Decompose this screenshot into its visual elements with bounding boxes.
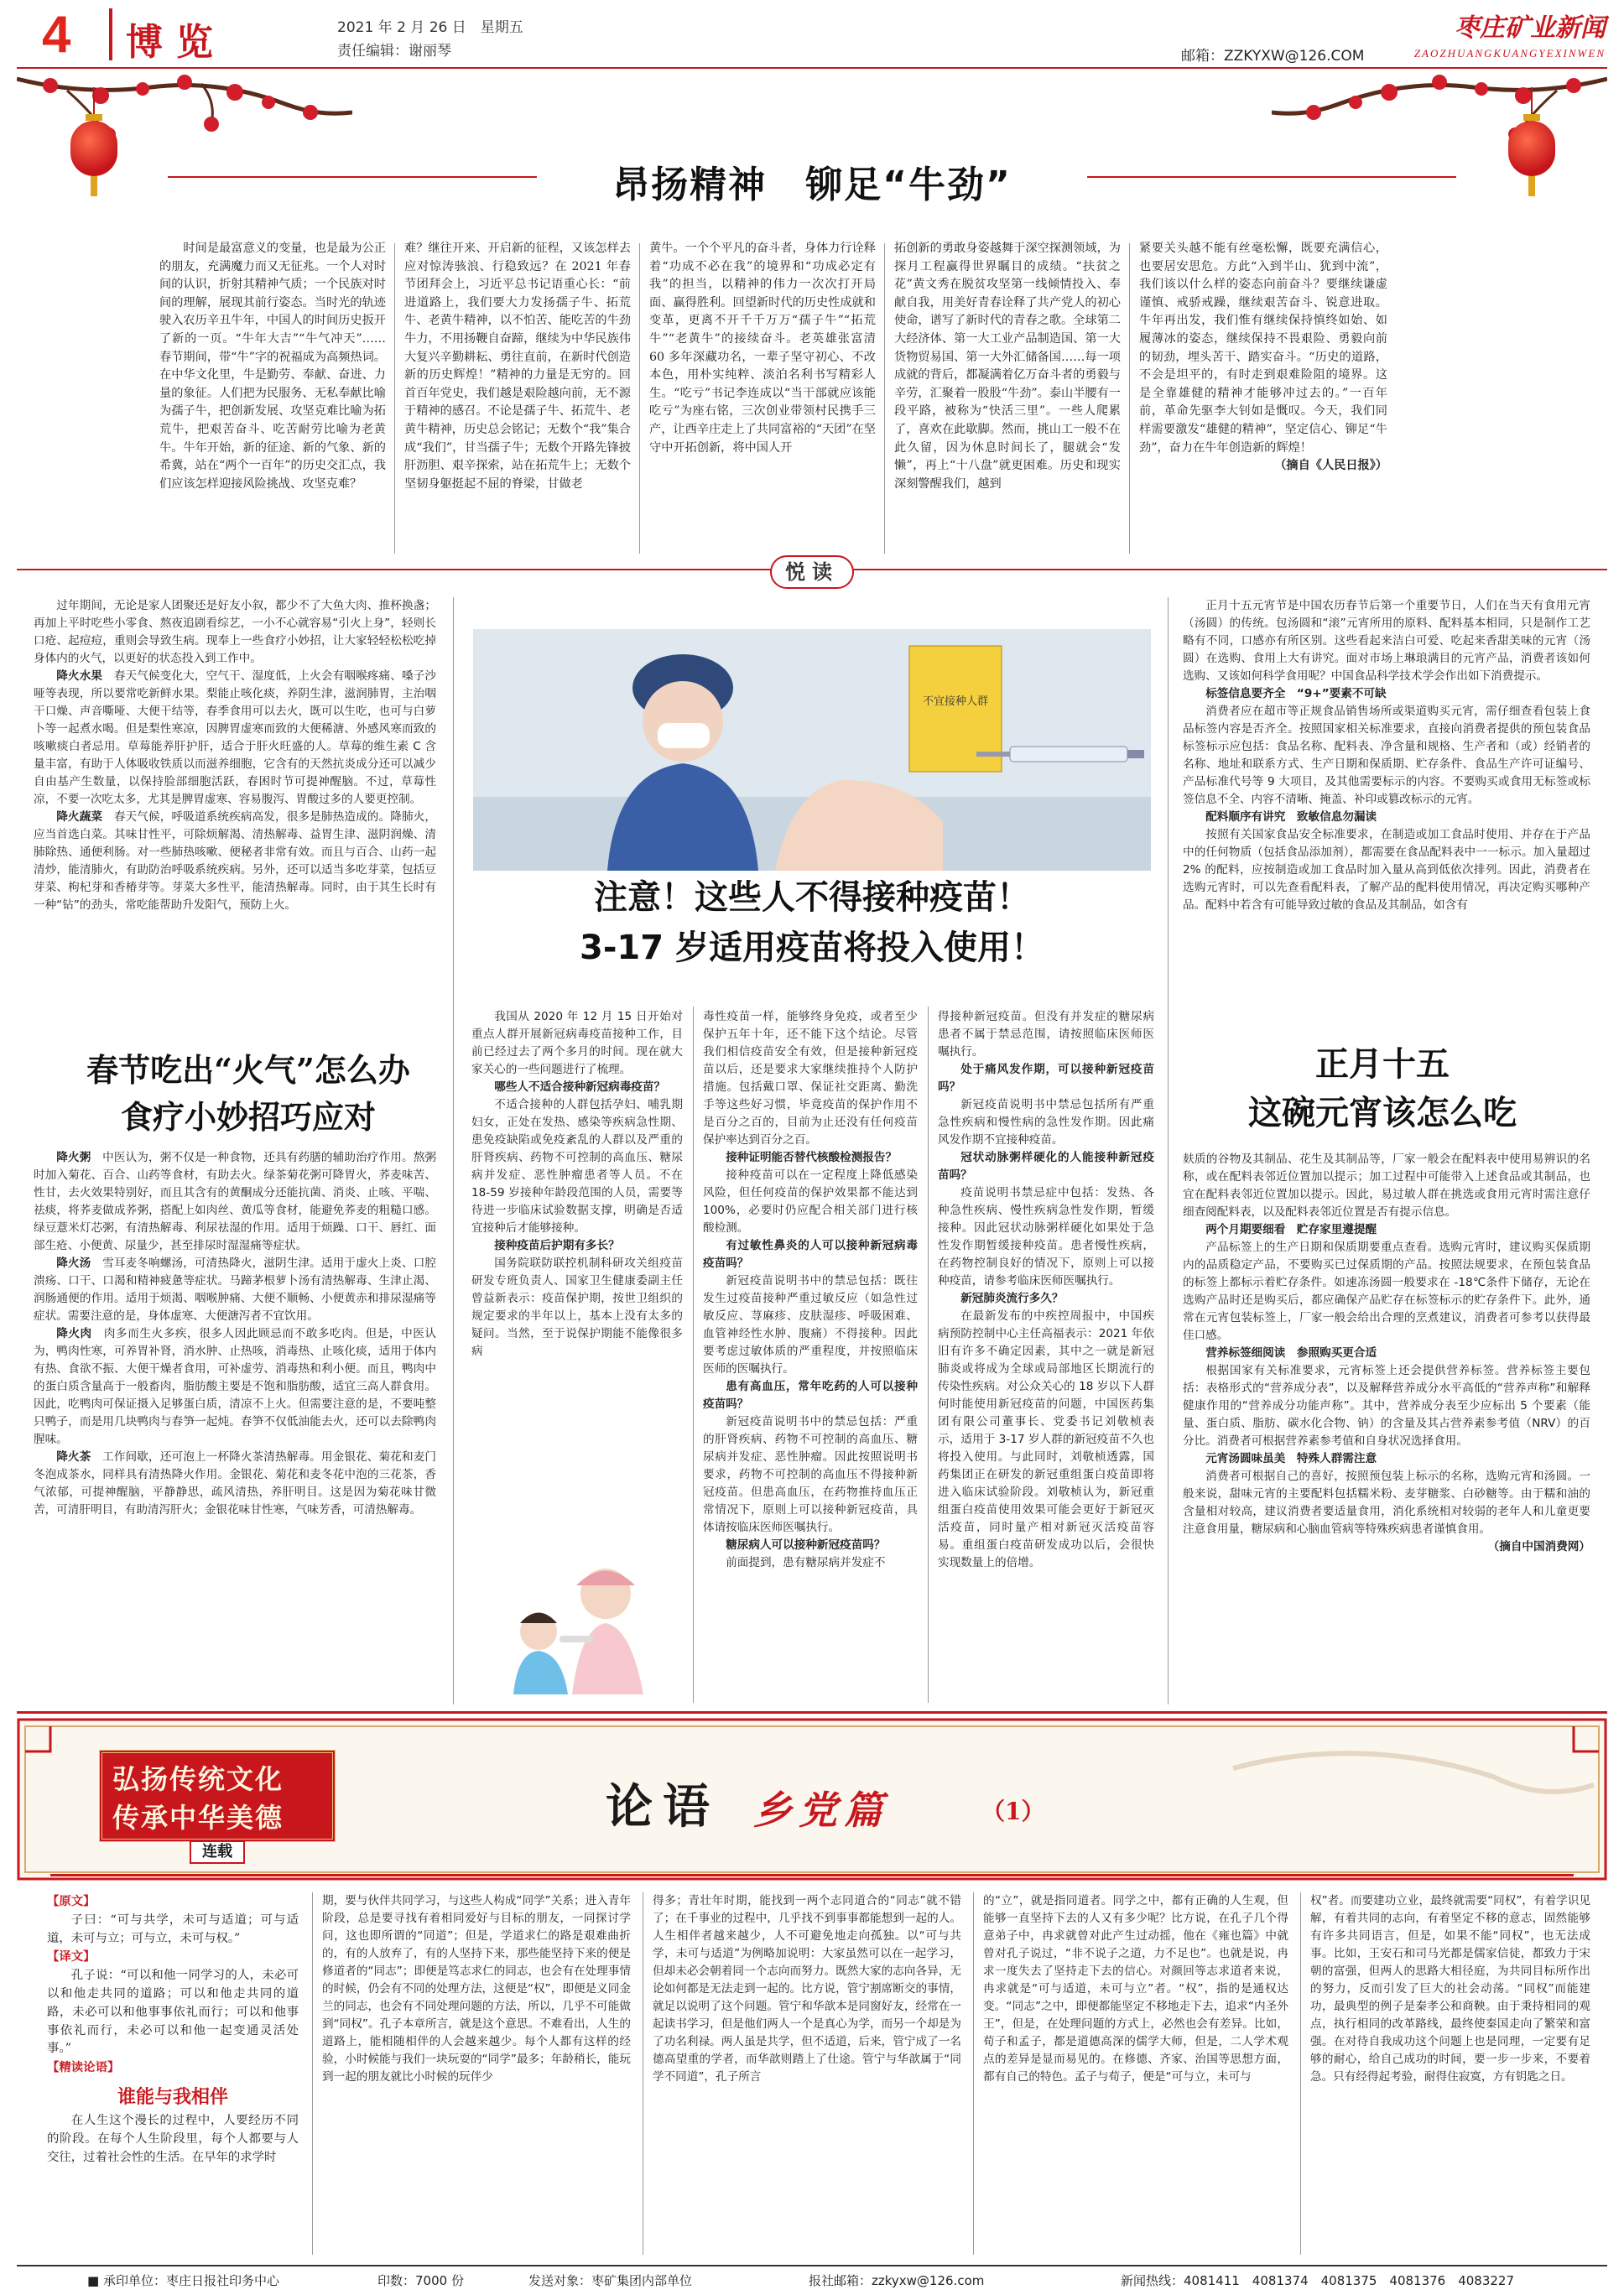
column-rule (693, 1007, 694, 1703)
page-number: 4 (42, 6, 71, 64)
vaccine-col3 (938, 1008, 1154, 1703)
paragraph (34, 809, 436, 914)
part-number: （1） (981, 1798, 1045, 1825)
lunyu-col3 (653, 1892, 961, 2258)
subheading: 降火汤 (56, 1257, 91, 1270)
section-tag: 【精读论语】 (47, 2060, 120, 2075)
paragraph: 毒性疫苗一样，能够终身免疫，或者至少保护五年十年，还不能下这个结论。尽管我们相信疫苗安全有效，但是接种新冠疫苗以后，还是要求大家继续推持个人防护措施。包括戴口罩、保证社交距离、勤洗手等这些好习惯，毕竟疫苗的保护作用不是百分之百的，目前为止还没有任何疫苗保护率达到百分之百。 (703, 1010, 918, 1147)
lunyu-title: 论语 (606, 1779, 720, 1834)
vaccination-photo-illustration (473, 629, 1151, 871)
paragraph: 产品标签上的生产日期和保质期要重点查看。选购元宵时，建议购买保质期内的品质稳定产品，不要购买已过保质期的产品。按照法规要求，在预包装食品的标签上都标示着贮存条件。如速冻汤圆一般要求在 -18℃条件下储存，无论在选购产品时还是购买后，都应确保产品贮存在标签标示的贮存条件下。此外，通常在元宵包装标签上，厂家一般会给出合理的烹煮建议，消费者可参考以获得最佳口感。 (1183, 1241, 1590, 1342)
question: 有过敏性鼻炎的人可以接种新冠病毒疫苗吗？ (703, 1239, 918, 1270)
paragraph-text: 春天气候变化大，空气干、湿度低，上火会有咽喉疼痛、嗓子沙哑等表现，所以要常吃新鲜水果。梨能止咳化痰，养阴生津，滋润肺胃，主治咽干口燥、声音嘶哑、大便干结等，春季食用可以去火，既可以生吃，也可与白萝卜等一起煮水喝。但是梨性寒凉，因脾胃虚寒而致的大便稀溏、外感风寒而致的咳嗽痰白者忌用。草莓能养肝护肝，适合于肝火旺盛的人。草莓的维生素 C 含量丰富，有助于人体吸收铁质以而滋养细胞，它含有的天然抗炎成分还可以减少自由基产生数量，以保持脸部细胞活跃，春困时节可提神醒脑。不过，草莓性凉，不要一次吃太多，尤其是脾胃虚寒、容易腹泻、胃酸过多的人要更控制。 (34, 669, 436, 806)
left-article-headline (72, 1047, 424, 1141)
answer: 接种疫苗可以在一定程度上降低感染风险，但任何疫苗的保护效果都不能达到 100%，必要时仍应配合相关部门进行核酸检测。 (703, 1168, 918, 1235)
headline-line: 正月十五 (1315, 1044, 1450, 1084)
column-rule (639, 243, 640, 554)
paragraph: 难？继往开来、开启新的征程，又该怎样去应对惊涛骇浪、行稳致远？在 2021 年春节团拜会上，习近平总书记语重心长：“前进道路上，我们要大力发扬孺子牛、拓荒牛、老黄牛精神，以不怕苦、能吃苦的牛劲牛力，不用扬鞭自奋蹄，继续为中华民族伟大复兴辛勤耕耘、勇往直前，在新时代创造新的历史辉煌！”精神的力量是无穷的。回首百年党史，我们越是艰险越向前，无不源于精神的感召。不论是孺子牛、拓荒牛、老黄牛精神，历史总会铭记；无数个“我”集合成“我们”，甘当孺子牛；无数个开路先锋披肝沥胆、艰辛探索，站在拓荒牛上；无数个坚韧身躯挺起不屈的脊梁，甘做老 (404, 242, 631, 491)
answer: 新冠疫苗说明书中的禁忌包括：严重的肝肾疾病、药物不可控制的高血压、糖尿病并发症、恶性肿瘤。因此按照说明书要求，药物不可控制的高血压不得接种新冠疫苗。但患高血压，在药物推持血压正常情况下，原则上可以接种新冠疫苗，具体请按临床医师医嘱执行。 (703, 1415, 918, 1534)
top-article-col1 (159, 240, 386, 552)
paper-pinyin: ZAOZHUANGKUANGYEXINWEN (1413, 47, 1606, 60)
essay-title: 谁能与我相伴 (117, 2086, 228, 2108)
footer-distributor: 发送对象：枣矿集团内部单位 (528, 2273, 693, 2288)
top-banner (0, 70, 1624, 238)
vaccination-photo (473, 629, 1151, 871)
title-rule-right (1087, 176, 1456, 178)
header-email: 邮箱：ZZKYXW@126.COM (1181, 48, 1365, 65)
right-article-bottom (1183, 1151, 1590, 1704)
subheading: 降火肉 (56, 1327, 92, 1340)
paragraph: 按照有关国家食品安全标准要求，在制造或加工食品时使用、并存在于产品中的任何物质（包括食品添加剂），都需要在食品配料表中一一标示。加入量超过 2% 的配料，应按制造或加工食品时加入量从高到低依次排列。因此，消费者在选购元宵时，可以先查看配料表，了解产品的配料使用情况，再决定购买哪种产品。配料中若含有可能导致过敏的食品及其制品，如含有 (1183, 828, 1590, 912)
answer: 不适合接种的人群包括孕妇、哺乳期妇女，正处在发热、感染等疾病急性期、患免疫缺陷或免疫紊乱的人群以及严重的肝肾疾病、药物不可控制的高血压、糖尿病并发症、恶性肿瘤患者等人员。不在 18-59 岁接种年龄段范围的人员，需要等待进一步临床试验数据支撑，明确是否适宜接种后才能够接种。 (471, 1098, 683, 1235)
paragraph (34, 1149, 436, 1255)
footer-printer: ■ 承印单位：枣庄日报社印务中心 (87, 2273, 279, 2288)
paragraph: 过年期间，无论是家人团聚还是好友小叙，都少不了大鱼大肉、推杯换盏；再加上平时吃些小零食、熬夜追剧看综艺，一小不心就容易“引火上身”，轻则长口疮、起痘痘，重则会导致生病。现奉上一些食疗小妙招，让大家轻轻松松吃掉身体内的火气，以更好的状态投入到工作中。 (34, 599, 436, 665)
paragraph: 消费者应在超市等正规食品销售场所或渠道购买元宵，需仔细查看包装上食品标签内容是否齐全。按照国家相关标准要求，直接向消费者提供的预包装食品标签标示应包括：食品名称、配料表、净含量和规格、生产者和（或）经销者的名称、地址和联系方式、生产日期和保质期、贮存条件、食品生产许可证编号、产品标准代号等 9 大项目，及其他需要标示的内容。不要购买或食用无标签或标签信息不全、内容不清晰、掩盖、补印或篡改标示的元宵。 (1183, 705, 1590, 806)
right-article-headline (1206, 1040, 1559, 1137)
question: 糖尿病人可以接种新冠疫苗吗？ (726, 1538, 886, 1552)
subheading: 元宵汤圆味虽美 特殊人群需注意 (1205, 1452, 1377, 1465)
question: 哪些人不适合接种新冠病毒疫苗？ (494, 1080, 666, 1094)
subheading: 降火水果 (56, 669, 103, 683)
subheading: 降火蔬菜 (56, 810, 103, 824)
column-rule (1168, 597, 1169, 1704)
paragraph-text: 雪耳麦冬响螺汤，可清热降火，滋阴生津。适用于虚火上炎、口腔溃疡、口干、口渴和精神疲惫等症状。马蹄茅根萝卜汤有清热解毒、生津止渴、润肠通便的作用。适用于烦渴、咽喉肿痛、大便不顺畅、小便黄赤和排尿湿痛等症状。需要注意的是，身体虚寒、大便溏泻者不宜饮用。 (34, 1257, 436, 1323)
footer-copies: 印数：7000 份 (377, 2273, 464, 2288)
paragraph-text: 肉多而生火多疾，很多人因此顾忌而不敢多吃肉。但是，中医认为，鸭肉性寒，可养胃补肾，消水肿、止热咳，消毒热、止咳化痰，适用于体内有热、食欲不振、大便干燥者食用，可补虚劳、消毒热和利小便。而且，鸭肉中的蛋白质含量高于一般畜肉，脂肪酸主要是不饱和脂肪酸，适宜三高人群食用。因此，吃鸭肉可保证摄入足够蛋白质，清凉不上火。但需要注意的是，不要吨整只鸭子，而是用几块鸭肉与春笋一起炖。春笋不仅低油能去火，还可以去除鸭肉腥味。 (34, 1327, 436, 1446)
left-article-top (34, 597, 436, 1033)
chapter-title: 乡党篇 (753, 1788, 889, 1833)
column-rule (394, 243, 395, 554)
paragraph: 我国从 2020 年 12 月 15 日开始对重点人群开展新冠病毒疫苗接种工作，目前已经过去了两个多月的时间。现在就大家关心的一些问题进行了梳理。 (471, 1010, 683, 1076)
poster-text: 不宜接种人群 (922, 695, 989, 708)
headline-line: 春节吃出“火气”怎么办 (86, 1051, 410, 1089)
subheading: 营养标签细阅读 参照购买更合适 (1205, 1346, 1377, 1360)
original-text: 子曰：“可与共学，未可与适道；可与适道，未可与立；可与立，未可与权。” (47, 1912, 299, 1945)
question: 冠状动脉粥样硬化的人能接种新冠疫苗吗？ (938, 1151, 1154, 1182)
subheading: 降火茶 (56, 1450, 91, 1464)
editor-credit: 责任编辑：谢丽琴 (337, 43, 451, 60)
paragraph: 紧要关头越不能有丝毫松懈，既要充满信心，也要居安思危。方此“入到半山、犹到中流”，我们该以什么样的姿态向前奋斗？要继续谦虚谨慎、戒骄戒躁，继续艰苦奋斗、锐意进取。牛年再出发，我们惟有继续保持慎终如始、如履薄冰的姿态，继续保持不畏艰险、勇毅向前的韧劲，埋头苦干、踏实奋斗。“历史的道路，不会是坦平的，有时走到艰难险阻的境界。这是全靠雄健的精神才能够冲过去的。”一百年前，革命先驱李大钊如是慨叹。今天，我们同样需要激发“雄健的精神”，坚定信心、铆足“牛劲”，奋力在牛年创造新的辉煌！ (1139, 242, 1387, 455)
vaccination-cartoon (480, 1543, 673, 1694)
paragraph: 得接种新冠疫苗。但没有并发症的糖尿病患者不属于禁忌范围，请按照临床医师医嘱执行。 (938, 1010, 1154, 1059)
subheading: 两个月期要细看 贮存家里遵提醒 (1205, 1223, 1377, 1236)
headline-line: 食疗小妙招巧应对 (120, 1098, 376, 1136)
left-article-bottom (34, 1149, 436, 1703)
subheading: 标签信息要齐全 “9+”要素不可缺 (1205, 687, 1387, 700)
top-article-col2 (404, 240, 631, 552)
answer: 在最新发布的中疾控周报中，中国疾病预防控制中心主任高福表示：2021 年依旧有许多不确定因素，其中之一就是新冠肺炎或将成为全球或局部地区长期流行的传染性疾病。对公众关心的 18 岁以下人群何时能使用新冠疫苗的问题，中国医药集团有限公司董事长、党委书记刘敬桢表示，适用于 3-17 岁人群的新冠疫苗不久也将投入使用。与此同时，刘敬桢透露，国药集团正在研发的新冠重组蛋白疫苗即将进入临床试验阶段。刘敬桢认为，新冠重组蛋白疫苗使用效果可能会更好于新冠灭活疫苗，同时量产相对新冠灭活疫苗容易。重组蛋白疫苗研发成功以后，会很快实现数量上的倍增。 (938, 1309, 1154, 1569)
answer: 疫苗说明书禁忌症中包括：发热、各种急性疾病、慢性疾病急性发作期，暂缓接种。因此冠状动脉粥样硬化如果处于急性发作期暂缓接种疫苗。患者慢性疾病，在药物控制良好的情况下，原则上可以接种疫苗，请参考临床医师医嘱执行。 (938, 1186, 1154, 1288)
subheading: 降火粥 (56, 1151, 91, 1164)
lunyu-col5 (1310, 1892, 1590, 2258)
paragraph-text: 中医认为，粥不仅是一种食物，还具有药膳的辅助治疗作用。熬粥时加入菊花、百合、山药等食材，有助去火。绿茶菊花粥可降胃火，荞麦味苦、性甘，去火效果特别好，而且其含有的黄酮成分还能抗菌、消炎、止咳、平喘、祛痰，将荞麦做成荞粥，搭配上如肉丝、黄瓜等食材，能避免荞麦的粗糙口感。绿豆薏米灯芯粥，有清热解毒、利尿祛湿的作用。适用于烦躁、口干、唇红、面部生疮、小便黄、尿量少，甚至排尿时湿湿痛等症状。 (34, 1151, 436, 1252)
issue-date: 2021 年 2 月 26 日 星期五 (337, 19, 523, 36)
top-article-col4 (894, 240, 1121, 552)
section-badge-yuedu: 悦读 (770, 555, 854, 589)
headline-line: 注意！这些人不得接种疫苗！ (594, 878, 1030, 917)
article-source: （摘自《人民日报》） (1274, 459, 1387, 473)
paragraph: 权”者。而要建功立业，最终就需要“同权”，有着学识见解，有着共同的志向，有着坚定不移的意志，固然能够有许多共同语言，但是，如果不能“同权”，也无法成事。比如，王安石和司马光都是儒家信徒，都致力于宋朝的富强，但两人的思路大相径庭，为共同目标所作出的努力，反而引发了巨大的社会动荡。“同权”而能建功，最典型的例子是秦孝公和商鞅。由于秉持相同的观点，执行相同的改革路线，最终使秦国走向了繁荣和富强。在对待自我成功这个问题上也是同理，一定要有足够的耐心，给自己成功的时间，要一步一步来，不要着急。只有经得起考验，耐得住寂寞，方有钥匙之日。 (1310, 1894, 1590, 2084)
vaccine-col1 (471, 1008, 683, 1538)
article-source: （摘自中国消费网） (1487, 1540, 1590, 1553)
banner-line: 传承中华美德 (112, 1802, 284, 1834)
serial-label: 连载 (190, 1840, 245, 1864)
vaccine-col2 (703, 1008, 918, 1703)
subheading: 配料顺序有讲究 致敏信息勿漏读 (1205, 810, 1377, 824)
column-rule (312, 1892, 313, 2255)
footer-rule (17, 2265, 1607, 2266)
paragraph: 时间是最富意义的变量，也是最为公正的朋友，充满魔力而又无征兆。一个人对时间的认识，折射其精神气质；一个民族对时间的理解，展现其前行姿态。当时光的轨迹驶入农历辛丑牛年，中国人的时间历史扳开了新的一页。“牛年大吉”“牛气冲天”……春节期间，带“牛”字的祝福成为高频热词。在中华文化里，牛是勤劳、奉献、奋进、力量的象征。人们把为民服务、无私奉献比喻为孺子牛，把创新发展、攻坚克难比喻为拓荒牛，把艰苦奋斗、吃苦耐劳比喻为老黄牛。牛年开始，新的征途、新的气象、新的希冀，站在“两个一百年”的历史交汇点，我们应该怎样迎接风险挑战、攻坚克难？ (159, 242, 386, 491)
section-tag: 【原文】 (47, 1894, 96, 1908)
question: 接种证明能否替代核酸检测报告？ (726, 1151, 898, 1164)
right-article-top (1183, 597, 1590, 1035)
column-rule (1300, 1892, 1301, 2255)
question: 处于痛风发作期，可以接种新冠疫苗吗？ (938, 1063, 1154, 1094)
answer: 前面提到，患有糖尿病并发症不 (726, 1556, 886, 1569)
section-name: 博览 (126, 21, 226, 64)
paragraph (34, 668, 436, 809)
paragraph-text: 工作间歇，还可泡上一杯降火茶清热解毒。用金银花、菊花和麦门冬泡成茶水，同样具有清热降火作用。金银花、菊花和麦冬花中泡的三花茶，香气浓郁，可提神醒脑，平静静思，疏风清热，养肝明目。这是因为菊花味甘微苦，可清肝明目，有助清泻肝火；金银花味甘性寒，气味芳香，可清热解毒。 (34, 1450, 436, 1517)
header-divider (109, 8, 112, 60)
paragraph: 正月十五元宵节是中国农历春节后第一个重要节日，人们在当天有食用元宵（汤圆）的传统。包汤圆和“滚”元宵所用的原料、配料基本相同，只是制作工艺略有不同，口感亦有所区别。这些看起来洁白可爱、吃起来香甜美味的元宵（汤圆）在选购、食用上大有讲究。面对市场上琳琅满目的元宵产品，消费者该如何选购、又该如何科学食用呢？中国食品科学技术学会作出如下消费提示。 (1183, 599, 1590, 683)
column-rule (973, 1892, 974, 2255)
paragraph (34, 1255, 436, 1325)
plum-blossom-right-icon (1272, 70, 1607, 146)
bottom-title-rule (50, 1874, 1574, 1876)
question: 新冠肺炎流行多久？ (960, 1292, 1064, 1305)
series-banner (99, 1750, 336, 1842)
headline-line: 3-17 岁适用疫苗将投入使用！ (579, 929, 1045, 967)
paragraph: 期，要与伙伴共同学习，与这些人构成“同学”关系；进入青年阶段，总是要寻找有着相同爱好与目标的朋友，一同探讨学问，这也即所谓的“同道”；但是，学道求仁的路是艰难曲折的，有的人放弃了，有的人坚持下来，那些能坚持下来的便是修道者的“同志”；即便是笃志求仁的同志，也会有在处理事情的时候，仍会有不同的处理方法，这便是“权”，即便是义同金兰的同志，也会有不同处理问题的方法，所以，几乎不可能做到“同权”。孔子本章所言，就是这个意思。不难看出，人生的道路上，能相随相伴的人会越来越少。每个人都有这样的经验，小时候能与我们一块玩耍的“同学”最多；年龄稍长，能玩到一起的朋友就比小时候的玩伴少 (322, 1894, 631, 2084)
plum-blossom-left-icon (17, 70, 352, 146)
top-article-col3 (649, 240, 876, 552)
paragraph: 的“立”，就是指同道者。同学之中，都有正确的人生观，但能够一直坚持下去的人又有多少呢？比方说，在孔子几个得意弟子中，冉求就曾对此产生过动摇，他在《雍也篇》中就曾对孔子说过，“非不说子之道，力不足也”。也就是说，冉求一度失去了坚持走下去的信心。对颜回等志求道者来说，冉求就是“可与适道，未可与立”者。“权”，指的是通权达变。“同志”之中，即便都能坚定不移地走下去，追求“内圣外王”，但是，在处理问题的方式上，必然也会有差异。比如，荀子和孟子，都是道德高深的儒学大师，但是，二人学术观点的差异是显而易见的。在修德、齐家、治国等思想方面，都有自己的特色。孟子与荀子，便是“可与立，未可与 (983, 1894, 1288, 2084)
masthead-rule (17, 67, 1607, 69)
section-tag: 【译文】 (47, 1949, 96, 1965)
question: 接种疫苗后护期有多长？ (494, 1239, 620, 1252)
paragraph: 根据国家有关标准要求，元宵标签上还会提供营养标签。营养标签主要包括：表格形式的“营养成分表”，以及解释营养成分水平高低的“营养声称”和解释健康作用的“营养成分功能声称”。其中，营养成分表至少应标出 5 个要素（能量、蛋白质、脂肪、碳水化合物、钠）的含量及其占营养素参考值（NRV）的百分比。消费者可根据营养素参考值和自身状况选择食用。 (1183, 1364, 1590, 1448)
banner-line: 弘扬传统文化 (112, 1763, 284, 1795)
masthead (0, 0, 1624, 69)
answer: 新冠疫苗说明书中的禁忌包括：既往发生过疫苗接种严重过敏反应（如急性过敏反应、荨麻疹、皮肤湿疹、呼吸困难、血管神经性水肿、腹痛）不得接种。因此要考虑过敏体质的严重程度，并按照临床医师的医嘱执行。 (703, 1274, 918, 1376)
section-divider (17, 1711, 1607, 1714)
answer: 国务院联防联控机制科研攻关组疫苗研发专班负责人、国家卫生健康委副主任 曾益新表示：疫苗保护期，按世卫组织的规定要求的半年以上，基本上没有太多的疑问。当然，至于说保护期能不能像很多病 (471, 1257, 683, 1358)
vaccine-headline (473, 872, 1151, 973)
column-rule (928, 1007, 929, 1703)
lunyu-col2 (322, 1892, 631, 2258)
question: 患有高血压，常年吃药的人可以接种疫苗吗？ (703, 1380, 918, 1411)
translation-text: 孔子说：“可以和他一同学习的人，未必可以和他走共同的道路；可以和他走共同的道路，未必可以和他事事依礼而行；可以和他事事依礼而行，未必可以和他一起变通灵活处事。” (47, 1969, 299, 2056)
lunyu-col4 (983, 1892, 1288, 2258)
footer (0, 2272, 1624, 2292)
column-rule (1129, 243, 1130, 554)
paragraph (34, 1449, 436, 1519)
paragraph: 得多；青壮年时期，能找到一两个志同道合的“同志”就不错了；在千事业的过程中，几乎找不到事事都能想到一起的人。人生相伴者越来越少，人不可避免地走向孤独。以“可与共学，未可与适道”为例略加说明：大家虽然可以在一起学习，但却未必会朝着同一个志向而努力。既然大家的志向各异，无论如何都是无法走到一起的。比方说，管宁割席断交的事情，就足以说明了这个问题。管宁和华歆本是同窗好友，经常在一起读书学习，但是他们两人一个是真心为学，而另一个却是为了功名利禄。两人虽是共学，但不适道，后来，管宁成了一名德高望重的学者，而华歆则踏上了仕途。管宁与华歆属于“同学不同道”，孔子所言 (653, 1894, 961, 2084)
paragraph: 麸质的谷物及其制品、花生及其制品等，厂家一般会在配料表中使用易辨识的名称，或在配料表邻近位置加以提示；加工过程中可能带入上述食品或其制品，也宜在配料表邻近位置加以提示。因此，易过敏人群在挑选或食用元宵时需注意仔细查阅配料表，以及配料表邻近位置是否有提示信息。 (1183, 1153, 1590, 1219)
headline-line: 这碗元宵该怎么吃 (1248, 1093, 1517, 1132)
footer-email: 报社邮箱：zzkyxw@126.com (809, 2273, 985, 2288)
top-article-col5 (1139, 240, 1387, 552)
paragraph (34, 1325, 436, 1449)
lunyu-col1 (47, 1892, 299, 2258)
top-article-title: 昂扬精神 铆足“牛劲” (612, 164, 1012, 206)
paper-name: 枣庄矿业新闻 (1455, 13, 1606, 43)
footer-hotline: 新闻热线：4081411 4081374 4081375 4081376 4083227 (1121, 2273, 1515, 2288)
answer: 新冠疫苗说明书中禁忌包括所有严重急性疾病和慢性病的急性发作期。因此痛风发作期不宜接种疫苗。 (938, 1098, 1154, 1147)
paragraph: 拓创新的勇敢身姿越舞于深空探测领域，为探月工程赢得世界瞩目的成绩。“扶贫之花”黄文秀在脱贫攻坚第一线倾情投入、奉献自我，用美好青春诠释了共产党人的初心使命，谱写了新时代的青春之歌。全球第二大经济体、第一大工业产品制造国、第一大货物贸易国、第一大外汇储备国……每一项成就的背后，都凝满着亿万奋斗者的勇毅与辛劳，汇聚着一股股“牛劲”。泰山半腰有一段平路，被称为“快活三里”。一些人爬累了，喜欢在此歇脚。然而，挑山工一般不在此久留，因为休息时间长了，腿就会“发懒”，再上“十八盘”就更困难。历史和现实深刻警醒我们，越到 (894, 242, 1121, 491)
column-rule (884, 243, 885, 554)
paragraph: 消费者可根据自己的喜好，按照预包装上标示的名称，选购元宵和汤圆。一般来说，甜味元宵的主要配料包括糯米粉、麦芽糖浆、白砂糖等。由于糯和油的含量相对较高，建议消费者要适量食用，消化系统相对较弱的老年人和儿童更要注意食用量，糖尿病和心脑血管病等特殊疾病患者谨慎食用。 (1183, 1470, 1590, 1536)
paragraph: 在人生这个漫长的过程中，人要经历不同的阶段。在每个人生阶段里，每个人都要与人交往，过着社会性的生活。在早年的求学时 (47, 2113, 299, 2164)
paragraph: 黄牛。一个个平凡的奋斗者，身体力行诠释着“功成不必在我”的境界和“功成必定有我”的担当，以精神的伟力一次次打开局面、赢得胜利。回望新时代的历史性成就和变革，更离不开千千万万“孺子牛”“拓荒牛”“老黄牛”的接续奋斗。老英雄张富清 60 多年深藏功名，一辈子坚守初心、不改本色，用朴实纯粹、淡泊名利书写精彩人生。“吃亏”书记李连成以“当干部就应该能吃亏”为座右铭，三次创业带领村民携手三产，让西辛庄走上了共同富裕的“天团”在坚守中开拓创新，将中国人开 (649, 242, 876, 455)
paragraph-text: 春天气候，呼吸道系统疾病高发，很多是肺热造成的。降肺火，应当首选白菜。其味甘性平，可除烦解渴、清热解毒、益胃生津、滋阴润燥、清肺除热、通便利肠。对一些肺热咳嗽、便秘者非常有效。而且与百合、山药一起清炒，能清肺火，有助防治呼吸系统疾病。另外，还可以适当多吃芽菜，包括豆芽菜、枸杞芽和香椿芽等。芽菜大多性平，能清热解毒。同时，由于其生长时有一种“钻”的劲头，常吃能帮助升发阳气，预防上火。 (34, 810, 436, 912)
column-rule (453, 597, 454, 1704)
